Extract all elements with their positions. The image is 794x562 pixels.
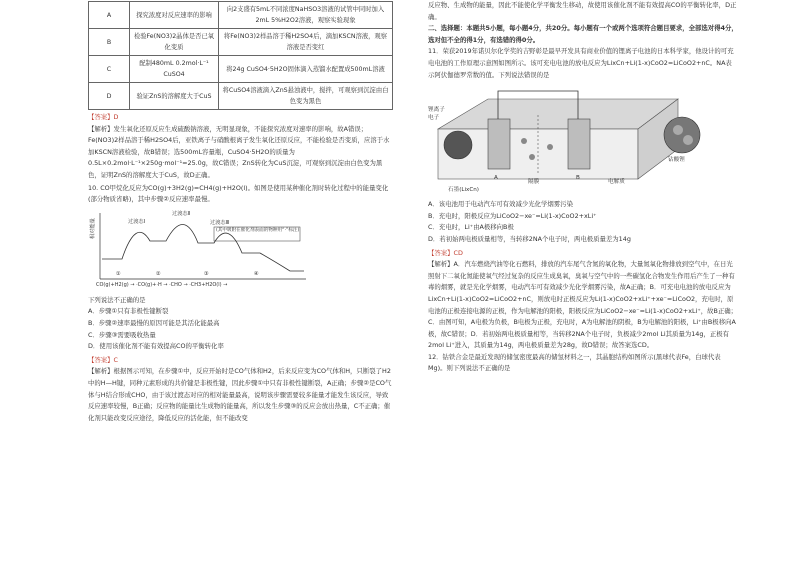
- answer-label: 【答案】CD: [428, 248, 463, 257]
- option-d: D．使用该催化剂不能有效提高CO的平衡转化率: [88, 342, 224, 351]
- option-d: D．若初始两电极质量相等，当转移2NA个电子时，两电极质量差为14g: [428, 234, 631, 243]
- option-b: B．充电时，阳极反应为LiCoO2−xe⁻=Li(1-x)CoO2+xLi⁺: [428, 211, 597, 220]
- step-label: ①: [116, 270, 121, 277]
- table-row: [89, 29, 393, 56]
- option-a: A．步骤①只有非极性键断裂: [88, 307, 169, 316]
- option-a: A．该电池用于电动汽车可有效减少光化学烟雾污染: [428, 200, 573, 209]
- experiment-table: [88, 1, 393, 110]
- step-label: ③: [204, 270, 209, 277]
- row-label: A: [89, 2, 130, 29]
- row-operation: 将Fe(NO3)2样品溶于稀H2SO4后，滴加KSCN溶液，观察溶液是否变红: [219, 29, 393, 56]
- battery-svg: [428, 85, 718, 197]
- y-axis-label: 相对能量: [90, 217, 96, 239]
- row-purpose: 配制480mL 0.2mol·L⁻¹ CuSO4: [130, 56, 219, 83]
- transition-state-1: 过渡态Ⅰ: [128, 218, 146, 225]
- li-ion-label: 锂离子: [428, 107, 445, 114]
- section-heading: 二、选择题：本题共5小题，每小题4分，共20分。每小题有一个或两个选项符合题目要求，全部选对得4分，选对但不全的得1分，有选错的得0分。: [428, 24, 738, 44]
- electrode-a-label: A: [494, 175, 498, 182]
- step-label: ②: [156, 270, 161, 277]
- diagram-note: (其中吸附在催化剂表面的物种用“·”标注): [216, 227, 300, 233]
- row-label: B: [89, 29, 130, 56]
- row-label: D: [89, 83, 130, 110]
- analysis-text: 【解析】A．汽车燃烧汽油等化石燃料，排放的汽车尾气含氮的氧化物，大量氮氧化物排放到空气中，在日光照射下二氧化氮能使氧气经过复杂的反应生成臭氧，臭氧与空气中的一些碳氢化合物发生作用后产生了一种有毒的烟雾，就是光化学烟雾，电动汽车可有效减少光化学烟雾污染，故A正确；B．可充电电池的放电反应为LixCn+Li(1-x)CoO2=LiCoO2+nC，则放电时正极反应为Li(1-x)CoO2+xLi⁺+xe⁻=LiCoO2，充电时，原电池的正极连接电源的正极，作为电解池的阳极，阳极反应为LiCoO2−xe⁻=Li(1-x)CoO2+xLi⁺，故B正确；C．由图可知，A电极为负极，B电极为正极，充电时，A为电解池的阴极，B为电解池的阳极，Li⁺由B极移向A极，故C错误；D．若初始两电极质量相等，当转移2NA个电子时，负极减少2mol Li其质量为14g，正极有2mol Li⁺进入，其质量为14g，两电极质量差为28g，故D错误；故答案选CD。: [428, 260, 738, 350]
- transition-state-3: 过渡态Ⅲ: [210, 219, 230, 226]
- row-purpose: 检验Fe(NO3)2晶体是否已氧化变质: [130, 29, 219, 56]
- cobaltate-label: 钴酸锂: [668, 157, 685, 164]
- option-c: C．充电时，Li⁺由A极移向B极: [428, 223, 514, 232]
- energy-diagram: [90, 209, 309, 293]
- answer-label: 【答案】D: [88, 113, 119, 121]
- x-axis-species: CO(g)+H2(g) → ·CO(g)+·H → ·CHO → ·CH3+H2O(l) →: [96, 281, 228, 288]
- row-operation: 将CuSO4溶液滴入ZnS悬浊液中，搅拌，可观察到沉淀由白色变为黑色: [219, 83, 393, 110]
- electrode-b-label: B: [576, 175, 580, 182]
- table-row: [89, 2, 393, 29]
- row-purpose: 探究浓度对反应速率的影响: [130, 2, 219, 29]
- analysis-text: 【解析】发生氧化还原反应生成硫酸钠溶液，无明显现象，不能探究浓度对速率的影响，故A错误；Fe(NO3)2样品溶于稀H2SO4后，亚铁离子与硝酸根离子发生氧化还原反应，不能检验是否变质，应溶于水加KSCN溶液检验，故B错误；选500mL容量瓶，CuSO4·5H2O的质量为0.5L×0.2mol·L⁻¹×250g·mol⁻¹=25.0g，故C错误；ZnS转化为CuS沉淀，可观察到沉淀由白色变为黑色，证明ZnS的溶解度大于CuS，故D正确。: [88, 124, 390, 179]
- left-column: [88, 0, 393, 424]
- graphite-label: 石墨(LixCn): [448, 187, 479, 194]
- question-11: 11．荣获2019年诺贝尔化学奖的吉野彰是最早开发具有商业价值的锂离子电池的日本科学家，他设计的可充电电池的工作原理示意图如图所示。该可充电电池的放电反应为LixCn+Li(1-x)CoO2=LiCoO2+nC。NA表示阿伏伽德罗常数的值。下列说法错误的是: [428, 47, 734, 79]
- table-row: [89, 56, 393, 83]
- row-operation: 将24g CuSO4·5H2O固体滴入蒸馏水配置成500mL溶液: [219, 56, 393, 83]
- right-column: [428, 0, 738, 375]
- option-b: B．步骤②速率最慢的原因可能是其活化能最高: [88, 318, 220, 327]
- question-10: 10. CO甲烷化反应为CO(g)+3H2(g)=CH4(g)+H2O(l)。如图是使用某种催化剂时转化过程中的能量变化(部分物质省略)，其中步骤②反应速率最慢。: [88, 183, 389, 204]
- transition-state-2: 过渡态Ⅱ: [172, 210, 191, 217]
- battery-diagram: [428, 85, 718, 197]
- electrolyte-label: 电解质: [608, 179, 625, 186]
- question-12: 12．钴铁合金是最近发现的储氢密度最高的储氢材料之一，其晶胞结构如图所示(黑球代表Fe，白球代表Mg)。则下列说法不正确的是: [428, 352, 721, 373]
- answer-label: 【答案】C: [88, 355, 119, 364]
- table-row: [89, 83, 393, 110]
- row-purpose: 验证ZnS的溶解度大于CuS: [130, 83, 219, 110]
- step-label: ④: [254, 270, 259, 277]
- analysis-continued: 反应物、生成物的能量，因此不能使化学平衡发生移动，故使用该催化剂不能有效提高CO的平衡转化率，D正确。: [428, 1, 737, 21]
- question-prompt: 下列说法不正确的是: [88, 295, 146, 304]
- row-label: C: [89, 56, 130, 83]
- electron-label: 电子: [428, 115, 440, 122]
- option-c: C．步骤③需要吸收热量: [88, 330, 156, 339]
- analysis-text: 【解析】根据图示可知，在步骤①中，反应开始时是CO气体和H2，后来反应变为CO气体和H，只断裂了H2中的H—H键，同种元素形成的共价键是非极性键，因此步骤①中只有非极性键断裂，A正确；步骤②是CO气体与H结合形成CHO，由于该过渡态对应的相对能量最高，说明该步骤需要较多能量才能发生该反应，导致反应速率较慢，B正确；反应物的能量比生成物的能量高，所以发生步骤③的反应会放出热量，C不正确；催化剂只能改变反应途径，降低反应的活化能，但不能改变: [88, 367, 392, 422]
- energy-profile-svg: [94, 209, 309, 293]
- membrane-label: 隔膜: [528, 179, 540, 186]
- row-operation: 向2支盛有5mL不同浓度NaHSO3溶液的试管中同时加入2mL 5%H2O2溶液，观察实验现象: [219, 2, 393, 29]
